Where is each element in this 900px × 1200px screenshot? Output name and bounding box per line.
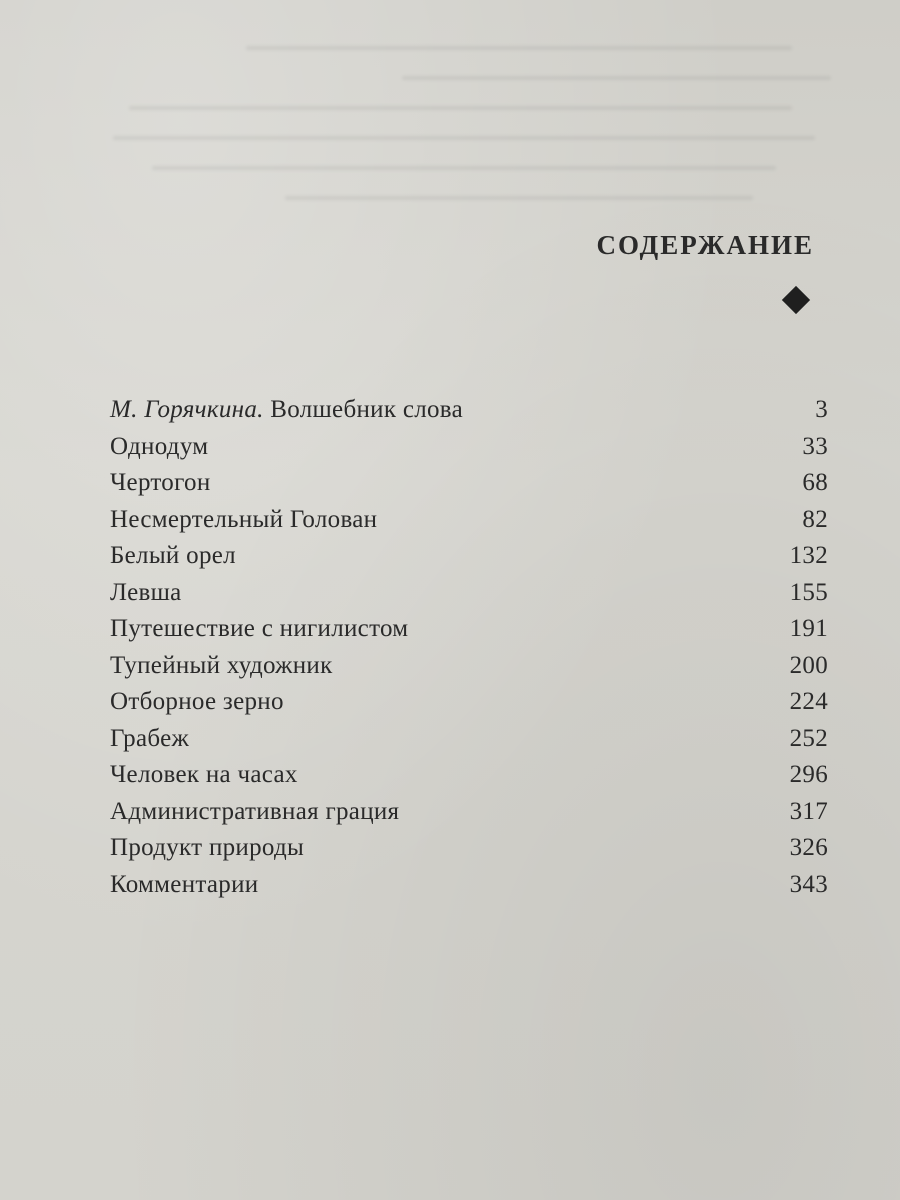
show-through-text bbox=[90, 20, 870, 380]
toc-entry bbox=[110, 725, 828, 762]
toc-entry bbox=[110, 396, 828, 433]
page-number: 200 bbox=[789, 651, 828, 679]
entry-title: Чертогон bbox=[110, 469, 211, 496]
entry-title: Административная грация bbox=[110, 797, 400, 825]
toc-entry bbox=[110, 542, 828, 579]
entry-title: Тупейный художник bbox=[110, 651, 333, 679]
entry-title: Левша bbox=[110, 578, 182, 606]
entry-title: Путешествие с нигилистом bbox=[110, 615, 409, 642]
entry-title: Человек на часах bbox=[110, 761, 298, 788]
toc-entry bbox=[110, 761, 828, 798]
page-number: 252 bbox=[789, 724, 828, 752]
page-number: 326 bbox=[789, 834, 828, 861]
toc-entry bbox=[110, 433, 828, 470]
entry-title: Грабеж bbox=[110, 724, 190, 752]
page-number: 224 bbox=[789, 688, 828, 715]
toc-entry bbox=[110, 469, 828, 506]
entry-title bbox=[110, 396, 463, 424]
toc-entry bbox=[110, 652, 828, 689]
toc-entry bbox=[110, 871, 828, 908]
toc-entry bbox=[110, 834, 828, 871]
page-number: 343 bbox=[789, 870, 828, 898]
page-number: 155 bbox=[789, 578, 828, 606]
entry-title: Белый орел bbox=[110, 542, 236, 569]
page-number: 82 bbox=[802, 505, 828, 533]
toc-entry bbox=[110, 688, 828, 725]
entry-title: Несмертельный Голован bbox=[110, 505, 378, 533]
page-number: 132 bbox=[789, 542, 828, 569]
page-number: 191 bbox=[789, 615, 828, 642]
toc-entry bbox=[110, 798, 828, 835]
page-number: 296 bbox=[789, 761, 828, 788]
page-number: 3 bbox=[815, 396, 828, 423]
entry-title: Комментарии bbox=[110, 870, 259, 898]
diamond-ornament-icon bbox=[782, 286, 810, 314]
entry-title: Отборное зерно bbox=[110, 688, 284, 715]
toc-entry bbox=[110, 615, 828, 652]
toc-entry bbox=[110, 506, 828, 543]
entry-author: М. Горячкина. bbox=[110, 396, 264, 423]
page-title: СОДЕРЖАНИЕ bbox=[596, 230, 814, 260]
toc-entry bbox=[110, 579, 828, 616]
page-number: 68 bbox=[802, 469, 828, 496]
page-number: 317 bbox=[789, 797, 828, 825]
table-of-contents bbox=[110, 396, 828, 907]
entry-title: Продукт природы bbox=[110, 834, 305, 861]
entry-title: Однодум bbox=[110, 432, 209, 460]
entry-title-text: Волшебник слова bbox=[270, 396, 463, 423]
page-number: 33 bbox=[802, 432, 828, 460]
